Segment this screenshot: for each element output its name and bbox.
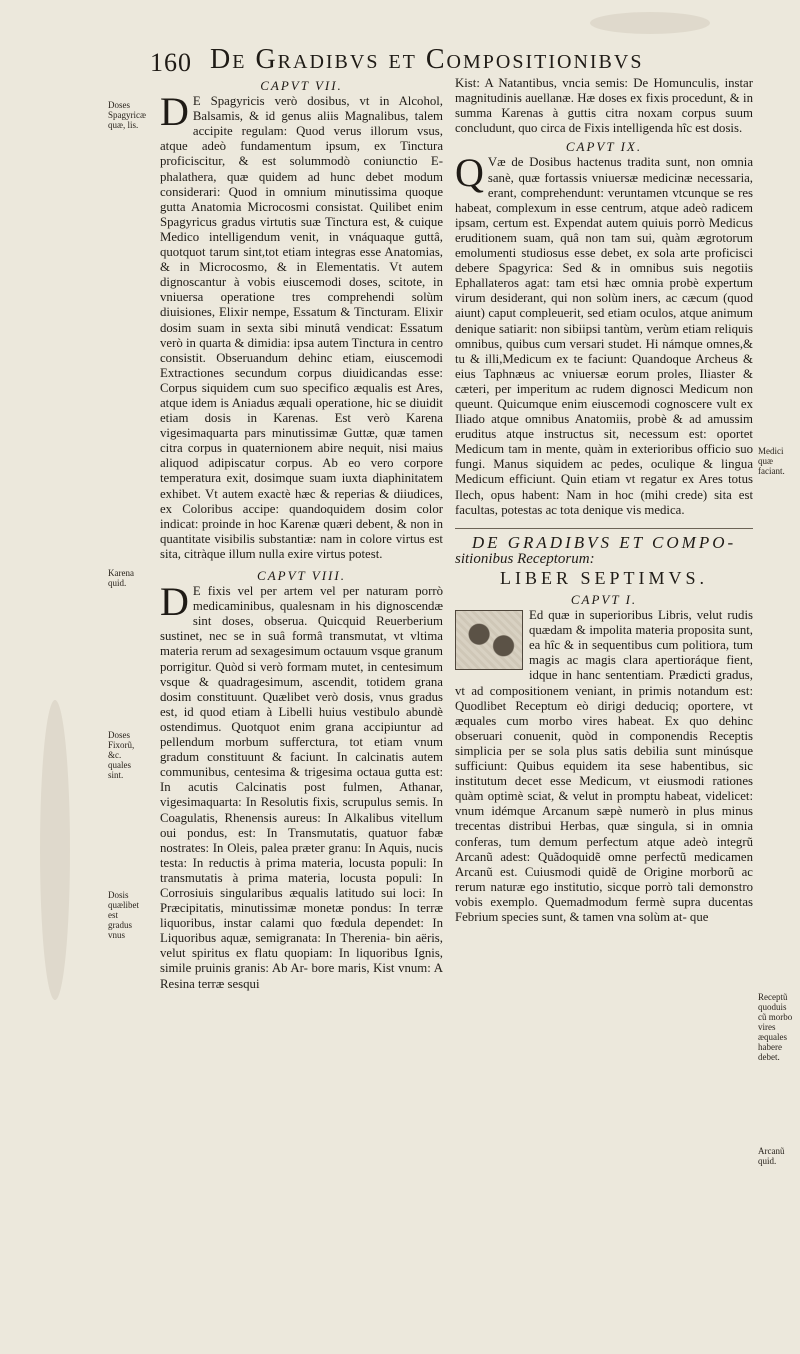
chapter-heading: CAPVT I. xyxy=(570,592,638,607)
page-stain xyxy=(40,700,70,1000)
margin-note: Karena quid. xyxy=(108,568,134,588)
margin-note: Receptũ quoduis cũ morbo vires æquales habere debet. xyxy=(758,992,793,1062)
book-heading: LIBER SEPTIMVS. xyxy=(499,567,709,588)
running-title: De Gradibvs et Compositionibvs xyxy=(210,44,644,75)
drop-cap-d: D xyxy=(160,89,189,135)
margin-note: Doses Fixorũ, &c. quales sint. xyxy=(108,730,135,780)
chapter-body: E Spagyricis verò dosibus, vt in Alcohol, Balsamis, & id genus aliis Magnalibus, talem accipite regulam: Quod verus illorum vsus, atque adeò fundamentum ipsum, ex Tinctura proficiscitur, & est solummodò coniunctio E-phalathera, quæ quidem ad hunc debet modum considerari: Quod in omnium minutissima quoque gutta Anatomia Microcosmi consistat. Quilibet enim Spagyricus gradus virtutis suæ Tinctura est, & cuique Medico intelligendum venit, in vnáquaque guttâ, quotquot tarum sint,tot etiam integras esse Anatomias, & in Microcosmo, & in Elementatis. Vt autem dignoscantur à vobis eiuscemodi doses, scitote, in vniuersa operatione tres comprehendi solùm diuisiones, Elixir nempe, Essatum & Tincturam. Elixir dosim suam in sexta sibi minutâ vendicat: Essatum verò in quarta & dimidia: ipsa autem Tinctura in centro consistit. Obseruandum dehinc etiam, eiuscemodi Extractiones secundum corpus diuidicandas esse: Corpus siquidem cum suo specifico æqualis est Ares, atque idem is Aniadus æquali operatione, hic se diuidit etiam dosis in Karenas. Est verò Karena vigesimaquarta pars minutissimæ Guttæ, quæ tamen citra corpus in quaternionem abire nequit, nisi maius aliquod adipiscatur corpus. Ab eo vero corpore temperatura exit, dosimque suam iuxta diaphinitatem exhibet. Vt autem exactè hæc & reperias & diiudices, ex Coloribus accipe: quandoquidem dosim color indicat: proinde in hoc Karenæ quæri debent, & non in quantitate visibilis substantiæ: nam in colore virtus est sita, citràque illum nulla exire virtus potest. xyxy=(160,94,443,561)
chapter-body: Ed quæ in superioribus Libris, velut rudis quædam & impolita materia proposita sunt, ea hîc & in sequentibus cum politiora, tum magis ac magis clara apertioráque fient, idque in hanc sententiam. Prædicti gradus, vt ad compositionem veniant, in primis notandum est: Quodlibet Receptum eò dirigi deduciq; oportere, vt æquales cum morbo vires habeat. Ex quo dehinc obseruari conuenit, quòd in componendis Receptis simplicia per se sola plus satis debilia sunt minúsque sufficiunt: Quibus equidem ita sese habentibus, sic institutum decet esse Medicum, vt eiusmodi rationes quàm optimè sciat, & velut in promptu habeat, videlicet: vnum idémque Arcanum sæpè numerò in plus minus trecentas distribui Herbas, quæ singula, si in omnia conferas, tum demum perfectum atque adeò integrũ Arcanũ adest: Quãdoquidẽ omne perfectũ medicamen Arcanũ est. Cuiusmodi quidẽ de Origine morborũ ac rerum naturæ ego institutio, sicque porrò tali demonstro vobis exemplo. Quemadmodum fermè supra ducentas Febrium species sunt, & tamen vna solùm at- que xyxy=(455,608,753,924)
chapter-text xyxy=(455,608,753,925)
margin-note: Dosis quælibet est gradus vnus xyxy=(108,890,139,940)
chapter-body: E fixis vel per artem vel per naturam porrò medicaminibus, qualesnam in his dignoscendæ sint doses, obserua. Quicquid Reuerberium sustinet, nec se in suâ formâ transmutat, vt vltima materia rerum ad sexagesimum octauum vsque granum porrigitur. Quòd si verò formam mutet, in centesimum vsque & quadragesimum, ascendit, totidem grana dosim constituunt. Quælibet verò dosis, vnus gradus est, id quod etiam à Libelli huius vestibulo abundè ostendimus. Quotquot enim grana accipiuntur ad pellendum morbum sufferctura, tot etiam vnum gradum constituunt & faciunt. In calcinatis autem communibus, centesima & trigesima octaua gutta est: In acutis Calcinatis post fulmen, Athanar, vigesimaquarta: In Resolutis fixis, scrupulus semis. In Coagulatis, Rhenensis aureus: In Alkalibus vitellum oui pondus, est: In Transmutatis, quatuor fabæ nostrates: In Oleis, palea præter granu: In Aquis, nucis testa: In reductis à prima materia, locusta populi: In transmutatis à prima materia, locusta populi: In Corrosiuis singularibus æqualis latitudo sui loci: In Præcipitatis, minutissimæ monetæ pondus: In terræ liquoribus, instar calami quo fœdula dependet: In Liquoribus aquæ, semigranata: In Therenia- bin aëris, velut spiritus ex flatu quopiam: In liquoribus Ignis, simile pruinis granis: Ab Ar- bore maris, Kist vnum: A Resina terræ sesqui xyxy=(160,584,443,991)
chapter-text xyxy=(160,89,443,562)
right-column xyxy=(455,76,753,1346)
chapter-heading: CAPVT VIII. xyxy=(257,568,346,583)
chapter-text: Kist: A Natantibus, vncia semis: De Homunculis, instar magnitudinis auellanæ. Hæ doses ex fixis procedunt, & in summa Karenas à guttis citra noxam corpus suum concludunt, quo circa de Fixis intelligenda hîc est dosis. xyxy=(455,76,753,136)
chapter-heading: CAPVT VII. xyxy=(260,78,343,93)
ornamental-initial-s-icon xyxy=(455,610,523,670)
margin-note: Medici quæ faciant. xyxy=(758,446,785,476)
page-stain xyxy=(590,12,710,34)
chapter-body: Væ de Dosibus hactenus tradita sunt, non omnia sanè, quæ fortassis vniuersæ medicinæ necessaria, erant, comprehendunt: veruntamen vtcunque se res habeat, complexum in esse centrum, atque adeò radicem ipsam, certum est. Expendat autem quiuis porrò Medicus eruditionem suam, quâ non tam sui, quàm ægrotorum emolumenti studiosus esse debet, ex sola arte proficisci debere Spagyrica: Sed & in omnibus suis negotiis Ephallateros agat: tam etsi hæc omnia probè expertum virum desiderant, qui non solùm iners, ac cæcum (quod aiunt) caput compleuerit, sed etiam oculos, atque animum denique satiarit: non sibiipsi tantùm, verùm etiam reliquis omnibus, quibus cum versari studet. Hi námque omnes,& tu & illi,Medicum ex te faciunt: Quandoque Archeus & eius Taphnæus ac vniuersæ eorum proles, Iliaster & cæteri, per imperitum ac rudem dignosci Medicum non queunt. Quicumque enim eiuscemodi cognoscere vult ex Iliado atque omnibus Anatomiis, probè & ad amussim eruditus atque instructus sit, necessum est: oportet Medicum tam in mente, quàm in exterioribus officio suo fungi. Manus siquidem ac pedes, oculique & lingua Medicum efficiunt. Quin etiam vt regatur ex Ares totus Ilech, opus habent: Nam in hoc (mihi crede) sita est facultas, potestas ac tota denique vis medica. xyxy=(455,155,753,517)
margin-note: Arcanũ quid. xyxy=(758,1146,785,1166)
margin-note: Doses Spagyricæ quæ, lis. xyxy=(108,100,146,130)
book-section-title: DE GRADIBVS ET COMPO- xyxy=(455,528,753,550)
drop-cap-q: Q xyxy=(455,150,484,196)
chapter-heading: CAPVT IX. xyxy=(565,139,643,155)
drop-cap-d: D xyxy=(160,579,189,625)
left-column xyxy=(160,76,443,1346)
page-number: 160 xyxy=(150,48,192,77)
chapter-text xyxy=(160,579,443,992)
chapter-text xyxy=(455,150,753,517)
book-section-subtitle: sitionibus Receptorum: xyxy=(455,550,595,567)
